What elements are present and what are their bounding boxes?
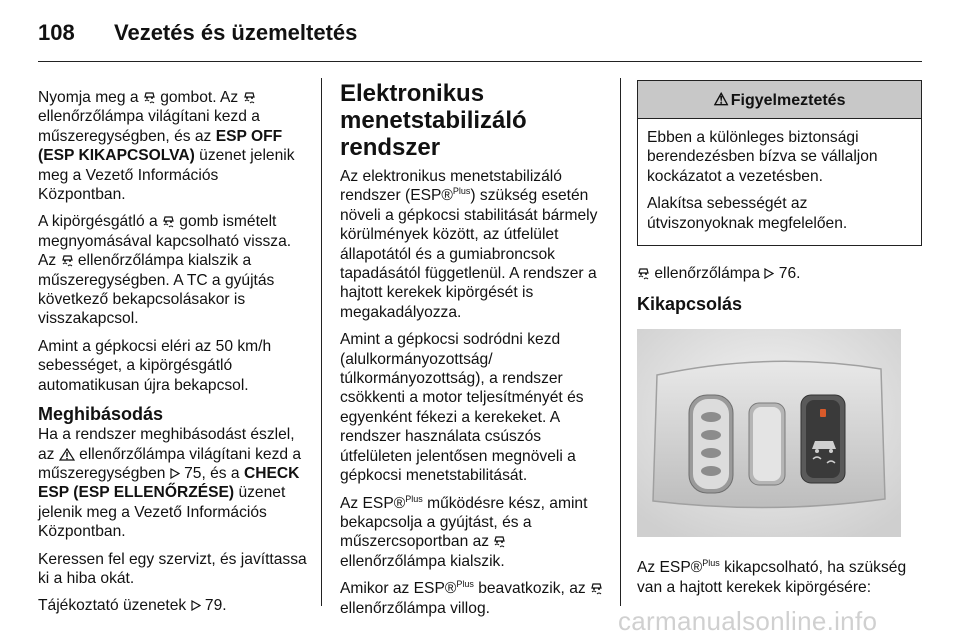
tc-warning-icon <box>59 448 75 461</box>
column-right <box>637 80 922 605</box>
warning-title: Figyelmeztetés <box>730 92 846 109</box>
skidding-car-icon <box>143 91 156 104</box>
warning-triangle-icon: ⚠ <box>713 90 729 109</box>
page-header <box>38 18 922 62</box>
esp-button-photo <box>637 329 901 537</box>
page-reference-triangle-icon <box>191 600 201 611</box>
paragraph: Ha a rendszer meghibásodást észlel, az ellenőrzőlámpa világítani kezd a műszeregységben 75, és a CHECK ESP (ESP ELLENŐRZÉSE) üzenet jelenik meg a Vezető Információs Központban. <box>38 426 302 541</box>
warning-box <box>637 80 922 246</box>
section-heading: Kikapcsolás <box>637 294 743 315</box>
column-divider-1 <box>321 78 322 606</box>
skidding-car-icon <box>637 267 650 280</box>
paragraph: Az ESP®$^{Plus}$ kikapcsolható, ha szükség van a hajtott kerekek kipörgésére: <box>637 558 907 596</box>
page-title: Vezetés és üzemeltetés <box>114 20 358 45</box>
paragraph: ellenőrzőlámpa 76. <box>637 264 922 283</box>
page-reference-triangle-icon <box>170 468 180 479</box>
paragraph: Az ESP®$^{Plus}$ működésre kész, amint bekapcsolja a gyújtást, és a műszercsoportban az ellenőrzőlámpa kialszik. <box>340 493 588 570</box>
page-number: 108 <box>38 20 75 45</box>
page-reference-triangle-icon <box>764 268 774 279</box>
paragraph: Amint a gépkocsi sodródni kezd (alulkormányozottság/ túlkormányozottság), a rendszer csökkenti a motor teljesítményét és egyenként fékezi a kerekeket. A rendszer használata csúszós útfelületen jelentősen megnöveli a gépkocsi menetstabilitását. <box>340 331 584 485</box>
section-heading: Meghibásodás <box>38 404 164 425</box>
watermark: carmanualsonline.info <box>618 606 878 636</box>
paragraph: Tájékoztató üzenetek 79. <box>38 597 227 615</box>
section-title: Elektronikus menetstabilizáló rendszer <box>340 80 527 161</box>
skidding-car-icon <box>243 91 256 104</box>
paragraph: Az elektronikus menetstabilizáló rendszer (ESP®$^{Plus}$) szükség esetén növeli a gépkocsi stabilitását bármely körülmények között, az útfelület állapotától és a gumiabroncsok tapadásától függetlenül. A rendszer a hajtott kerekek kipörgését is megakadályozza. <box>340 168 598 321</box>
paragraph: Keressen fel egy szervizt, és javíttassa ki a hiba okát. <box>38 550 307 587</box>
skidding-car-icon <box>61 254 74 267</box>
paragraph: Nyomja meg a gombot. Az ellenőrzőlámpa világítani kezd a műszeregységben, és az ESP OFF (ESP KIKAPCSOLVA) üzenet jelenik meg a Vezető Információs Központban. <box>38 89 295 204</box>
skidding-car-icon <box>493 535 506 548</box>
warning-text: Ebben a különleges biztonsági berendezésben bízva se vállaljon kockázatot a vezetésben. <box>647 129 878 185</box>
paragraph: Amint a gépkocsi eléri az 50 km/h sebességet, a kipörgésgátló automatikusan újra bekapcsol. <box>38 337 272 394</box>
paragraph: A kipörgésgátló a gomb ismételt megnyomásával kapcsolható vissza. Az ellenőrzőlámpa kialszik a műszeregységben. A TC a gyújtás következő bekapcsolásakor is visszakapcsol. <box>38 213 292 328</box>
warning-header <box>638 81 921 119</box>
skidding-car-icon <box>590 582 603 595</box>
column-left <box>38 88 308 624</box>
paragraph: Amikor az ESP®$^{Plus}$ beavatkozik, az ellenőrzőlámpa villog. <box>340 579 608 618</box>
warning-text: Alakítsa sebességét az útviszonyoknak megfelelően. <box>647 195 848 232</box>
column-divider-2 <box>620 78 621 606</box>
column-middle <box>340 80 608 626</box>
skidding-car-icon <box>162 215 175 228</box>
